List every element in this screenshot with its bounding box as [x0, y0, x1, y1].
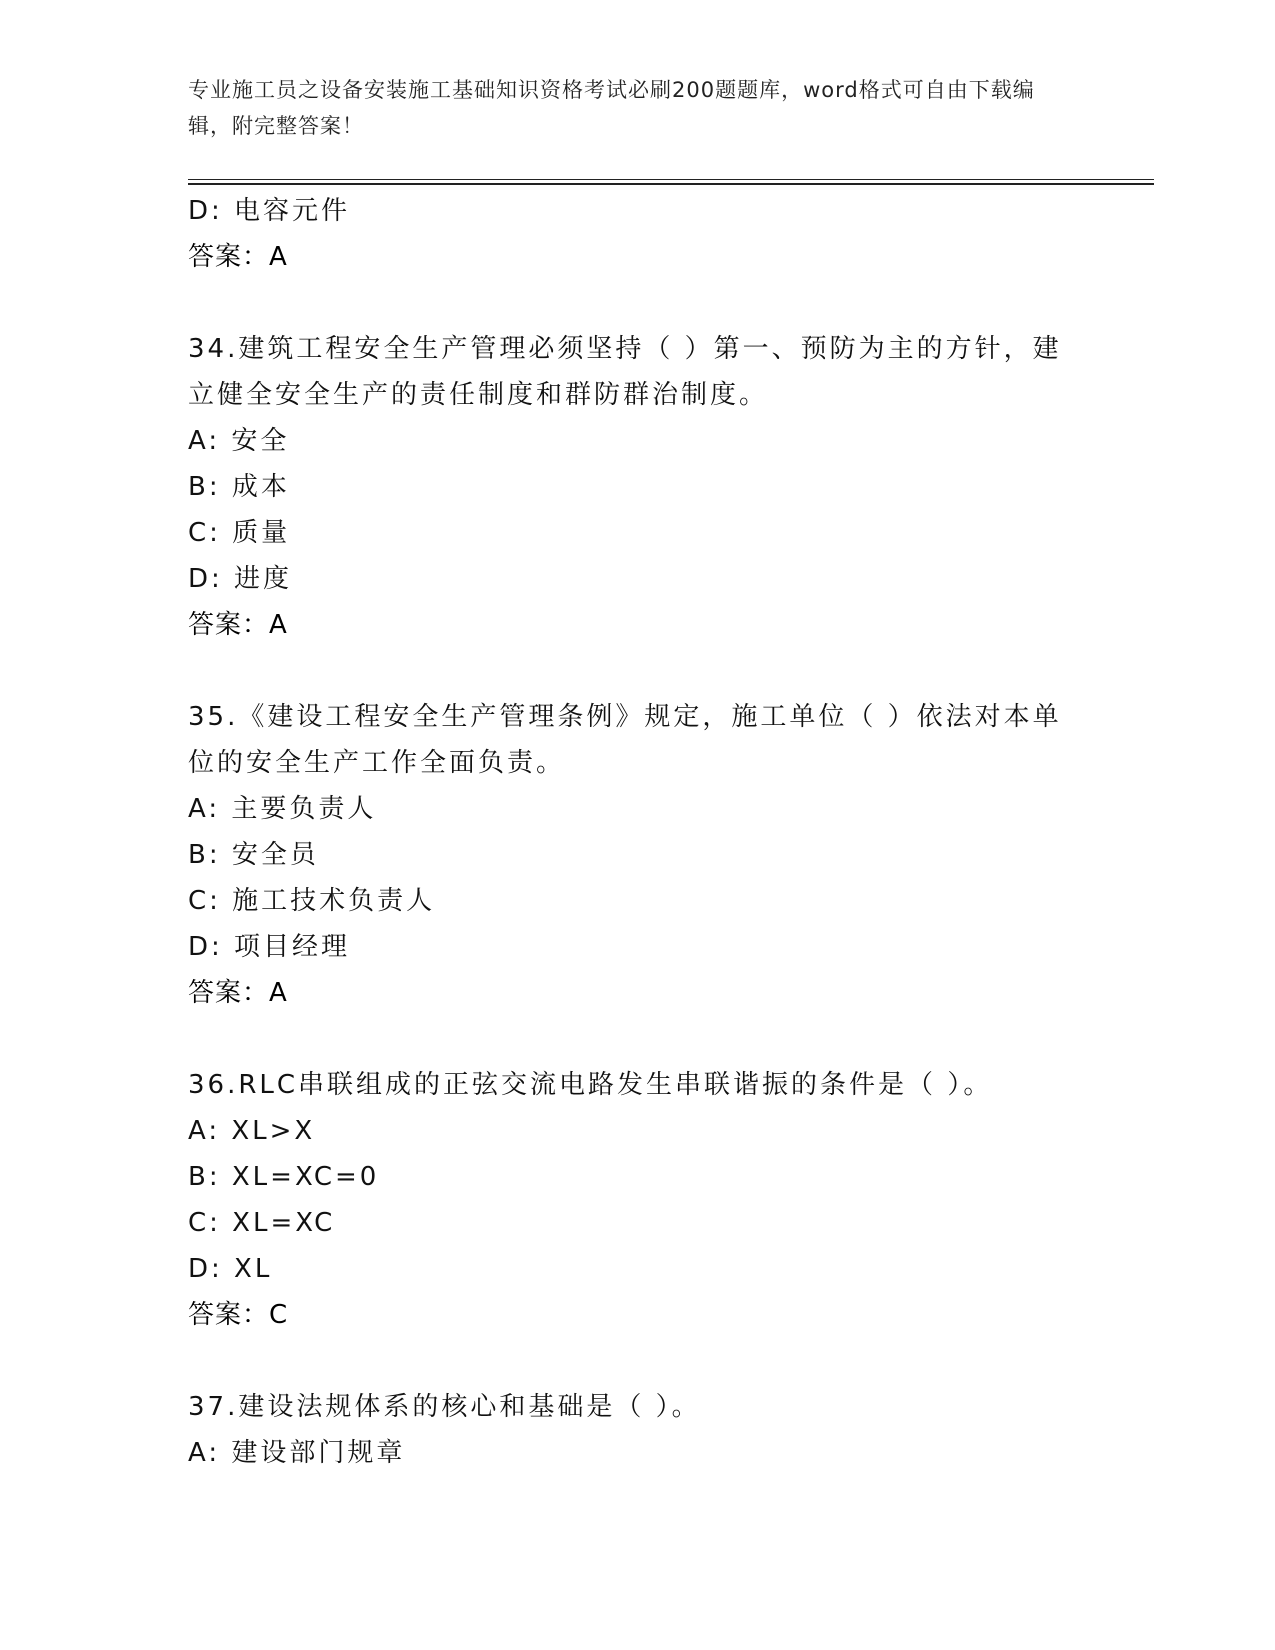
option-b: B: XL=XC=0	[188, 1162, 380, 1192]
question-stem: 位的安全生产工作全面负责。	[188, 748, 566, 778]
option-b: B: 安全员	[188, 840, 319, 870]
question-stem: 35.《建设工程安全生产管理条例》规定，施工单位（ ）依法对本单	[188, 702, 1062, 732]
answer-line: 答案：A	[188, 242, 288, 272]
option-c: C: XL=XC	[188, 1208, 336, 1238]
spacer	[188, 1016, 1088, 1062]
option-d: D: 电容元件	[188, 196, 351, 226]
question-stem: 37.建设法规体系的核心和基础是（ ）。	[188, 1392, 701, 1422]
question-content	[188, 188, 1088, 1476]
question-stem: 36.RLC串联组成的正弦交流电路发生串联谐振的条件是（ ）。	[188, 1070, 993, 1100]
question-35	[188, 694, 1088, 1016]
answer-line: 答案：A	[188, 610, 288, 640]
question-37	[188, 1384, 1088, 1476]
question-34	[188, 326, 1088, 648]
option-a: A: 安全	[188, 426, 290, 456]
spacer	[188, 1338, 1088, 1384]
spacer	[188, 648, 1088, 694]
option-d: D: XL	[188, 1254, 273, 1284]
answer-line: 答案：C	[188, 1300, 289, 1330]
option-d: D: 进度	[188, 564, 293, 594]
option-b: B: 成本	[188, 472, 290, 502]
header-divider-thin	[188, 179, 1154, 180]
option-c: C: 施工技术负责人	[188, 886, 436, 916]
option-a: A: XL>X	[188, 1116, 316, 1146]
header-divider-thick	[188, 183, 1154, 185]
option-d: D: 项目经理	[188, 932, 351, 962]
question-stem: 34.建筑工程安全生产管理必须坚持（ ）第一、预防为主的方针，建	[188, 334, 1062, 364]
document-header: 专业施工员之设备安装施工基础知识资格考试必刷200题题库，word格式可自由下载编辑，附完整答案！	[188, 78, 1035, 138]
spacer	[188, 280, 1088, 326]
question-stem: 立健全安全生产的责任制度和群防群治制度。	[188, 380, 769, 410]
answer-line: 答案：A	[188, 978, 288, 1008]
option-a: A: 主要负责人	[188, 794, 377, 824]
option-c: C: 质量	[188, 518, 291, 548]
option-a: A: 建设部门规章	[188, 1438, 406, 1468]
question-36	[188, 1062, 1088, 1338]
